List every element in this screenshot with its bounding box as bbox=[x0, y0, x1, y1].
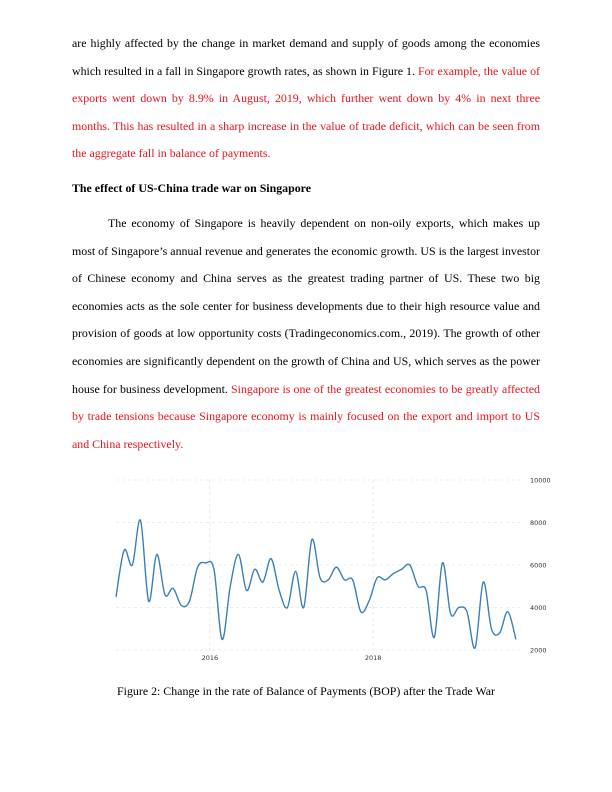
x-tick-label: 2018 bbox=[364, 654, 382, 662]
y-tick-label: 6000 bbox=[530, 561, 547, 570]
bop-line-chart bbox=[108, 470, 558, 670]
paragraph-trade-war bbox=[72, 210, 540, 458]
series-line bbox=[116, 520, 516, 649]
y-tick-label: 2000 bbox=[530, 646, 547, 655]
paragraph-intro-text: are highly affected by the change in market demand and supply of goods among the economies which resulted in a fall in Singapore growth rates, as shown in Figure 1. bbox=[72, 36, 540, 78]
y-tick-label: 4000 bbox=[530, 604, 547, 612]
paragraph-trade-war-text: The economy of Singapore is heavily dependent on non-oily exports, which makes up most of Singapore’s annual revenue and generates the economic growth. US is the largest investor of Chinese economy and China serves as the greatest trading partner of US. These two big economies acts as the sole center for business developments due to their high resource value and provision of goods at low opportunity costs (Tradingeconomics.com., 2019). The growth of other economies are significantly dependent on the growth of China and US, which serves as the power house for business development. bbox=[72, 216, 540, 396]
x-tick-label: 2016 bbox=[201, 654, 219, 662]
y-tick-label: 8000 bbox=[530, 519, 547, 527]
section-heading: The effect of US-China trade war on Singapore bbox=[72, 181, 312, 195]
paragraph-intro-highlight: For example, the value of exports went down by 8.9% in August, 2019, which further went down by 4% in next three months. This has resulted in a sharp increase in the value of trade deficit, which can be seen from the aggregate fall in balance of payments. bbox=[72, 63, 541, 161]
paragraph-trade-war-highlight: Singapore is one of the greatest economies to be greatly affected by trade tensions because Singapore economy is mainly focused on the export and import to US and China respectively. bbox=[72, 381, 541, 451]
y-tick-label: 10000 bbox=[530, 476, 551, 485]
figure-caption: Figure 2: Change in the rate of Balance of Payments (BOP) after the Trade War bbox=[117, 684, 495, 698]
paragraph-intro bbox=[72, 30, 540, 168]
